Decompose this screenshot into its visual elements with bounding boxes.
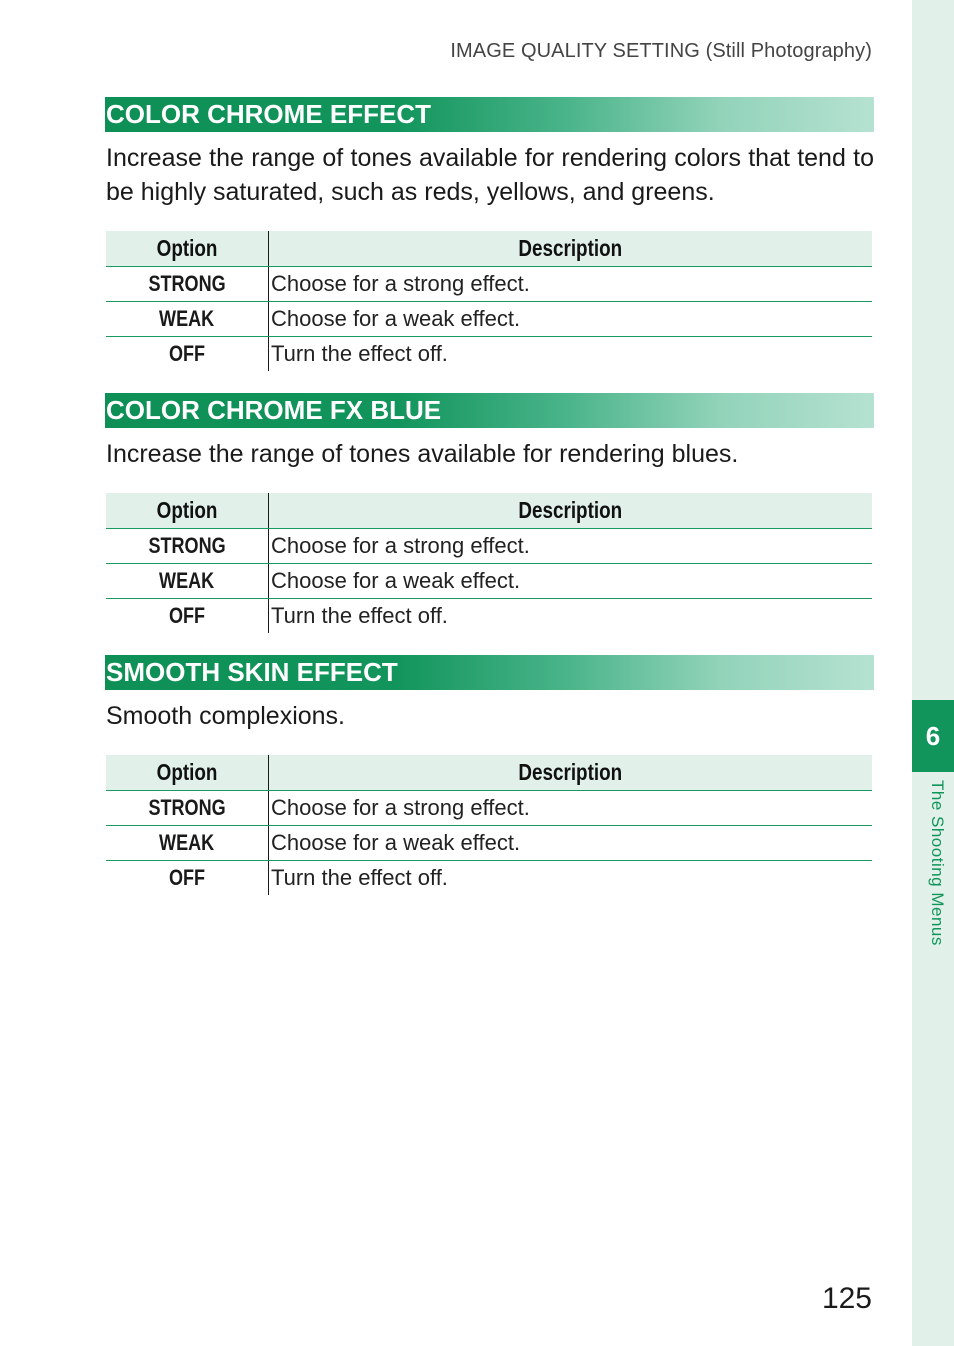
chapter-title: The Shooting Menus [928,780,947,946]
section-intro: Increase the range of tones available for rendering colors that tend to be highly saturated, such as reds, yellows, and greens. [106,144,874,206]
section-header: COLOR CHROME FX BLUE [105,393,874,428]
column-header-option: Option [106,755,269,791]
description-cell: Choose for a strong effect. [269,529,873,564]
option-cell: OFF [106,861,269,896]
options-table [106,755,872,895]
table-row [106,826,872,861]
description-cell: Turn the effect off. [271,865,448,890]
description-cell: Choose for a weak effect. [269,302,873,337]
description-cell: Choose for a weak effect. [269,826,873,861]
options-table [106,493,872,633]
options-table [106,231,872,371]
table-row [106,791,872,826]
chapter-tab[interactable]: 6 [912,700,954,772]
description-cell: Turn the effect off. [271,603,448,628]
option-cell: OFF [106,337,269,372]
table-header-row [106,493,872,529]
column-header-description: Description [269,231,873,267]
section-intro: Increase the range of tones available for rendering blues. [106,440,739,468]
table-row [106,861,872,896]
option-cell: WEAK [106,302,269,337]
table-row [106,529,872,564]
chapter-sidebar [912,0,954,1346]
table-header-row [106,755,872,791]
column-header-option: Option [106,493,269,529]
option-cell: WEAK [106,826,269,861]
column-header-description: Description [269,493,873,529]
option-cell: STRONG [106,791,269,826]
running-head: IMAGE QUALITY SETTING (Still Photography) [450,40,872,62]
section-color-chrome-fx-blue [106,393,874,633]
option-cell: STRONG [106,529,269,564]
description-cell: Choose for a strong effect. [269,267,873,302]
table-row [106,599,872,634]
table-row [106,302,872,337]
option-cell: STRONG [106,267,269,302]
description-cell: Choose for a strong effect. [269,791,873,826]
column-header-option: Option [106,231,269,267]
section-header: COLOR CHROME EFFECT [105,97,874,132]
table-row [106,337,872,372]
section-color-chrome-effect [106,97,874,371]
option-cell: OFF [106,599,269,634]
column-header-description: Description [269,755,873,791]
table-row [106,564,872,599]
section-header: SMOOTH SKIN EFFECT [105,655,874,690]
description-cell: Turn the effect off. [271,341,448,366]
section-intro: Smooth complexions. [106,702,346,730]
table-row [106,267,872,302]
page-number: 125 [821,1282,872,1315]
table-header-row [106,231,872,267]
option-cell: WEAK [106,564,269,599]
description-cell: Choose for a weak effect. [269,564,873,599]
section-smooth-skin-effect [106,655,874,895]
